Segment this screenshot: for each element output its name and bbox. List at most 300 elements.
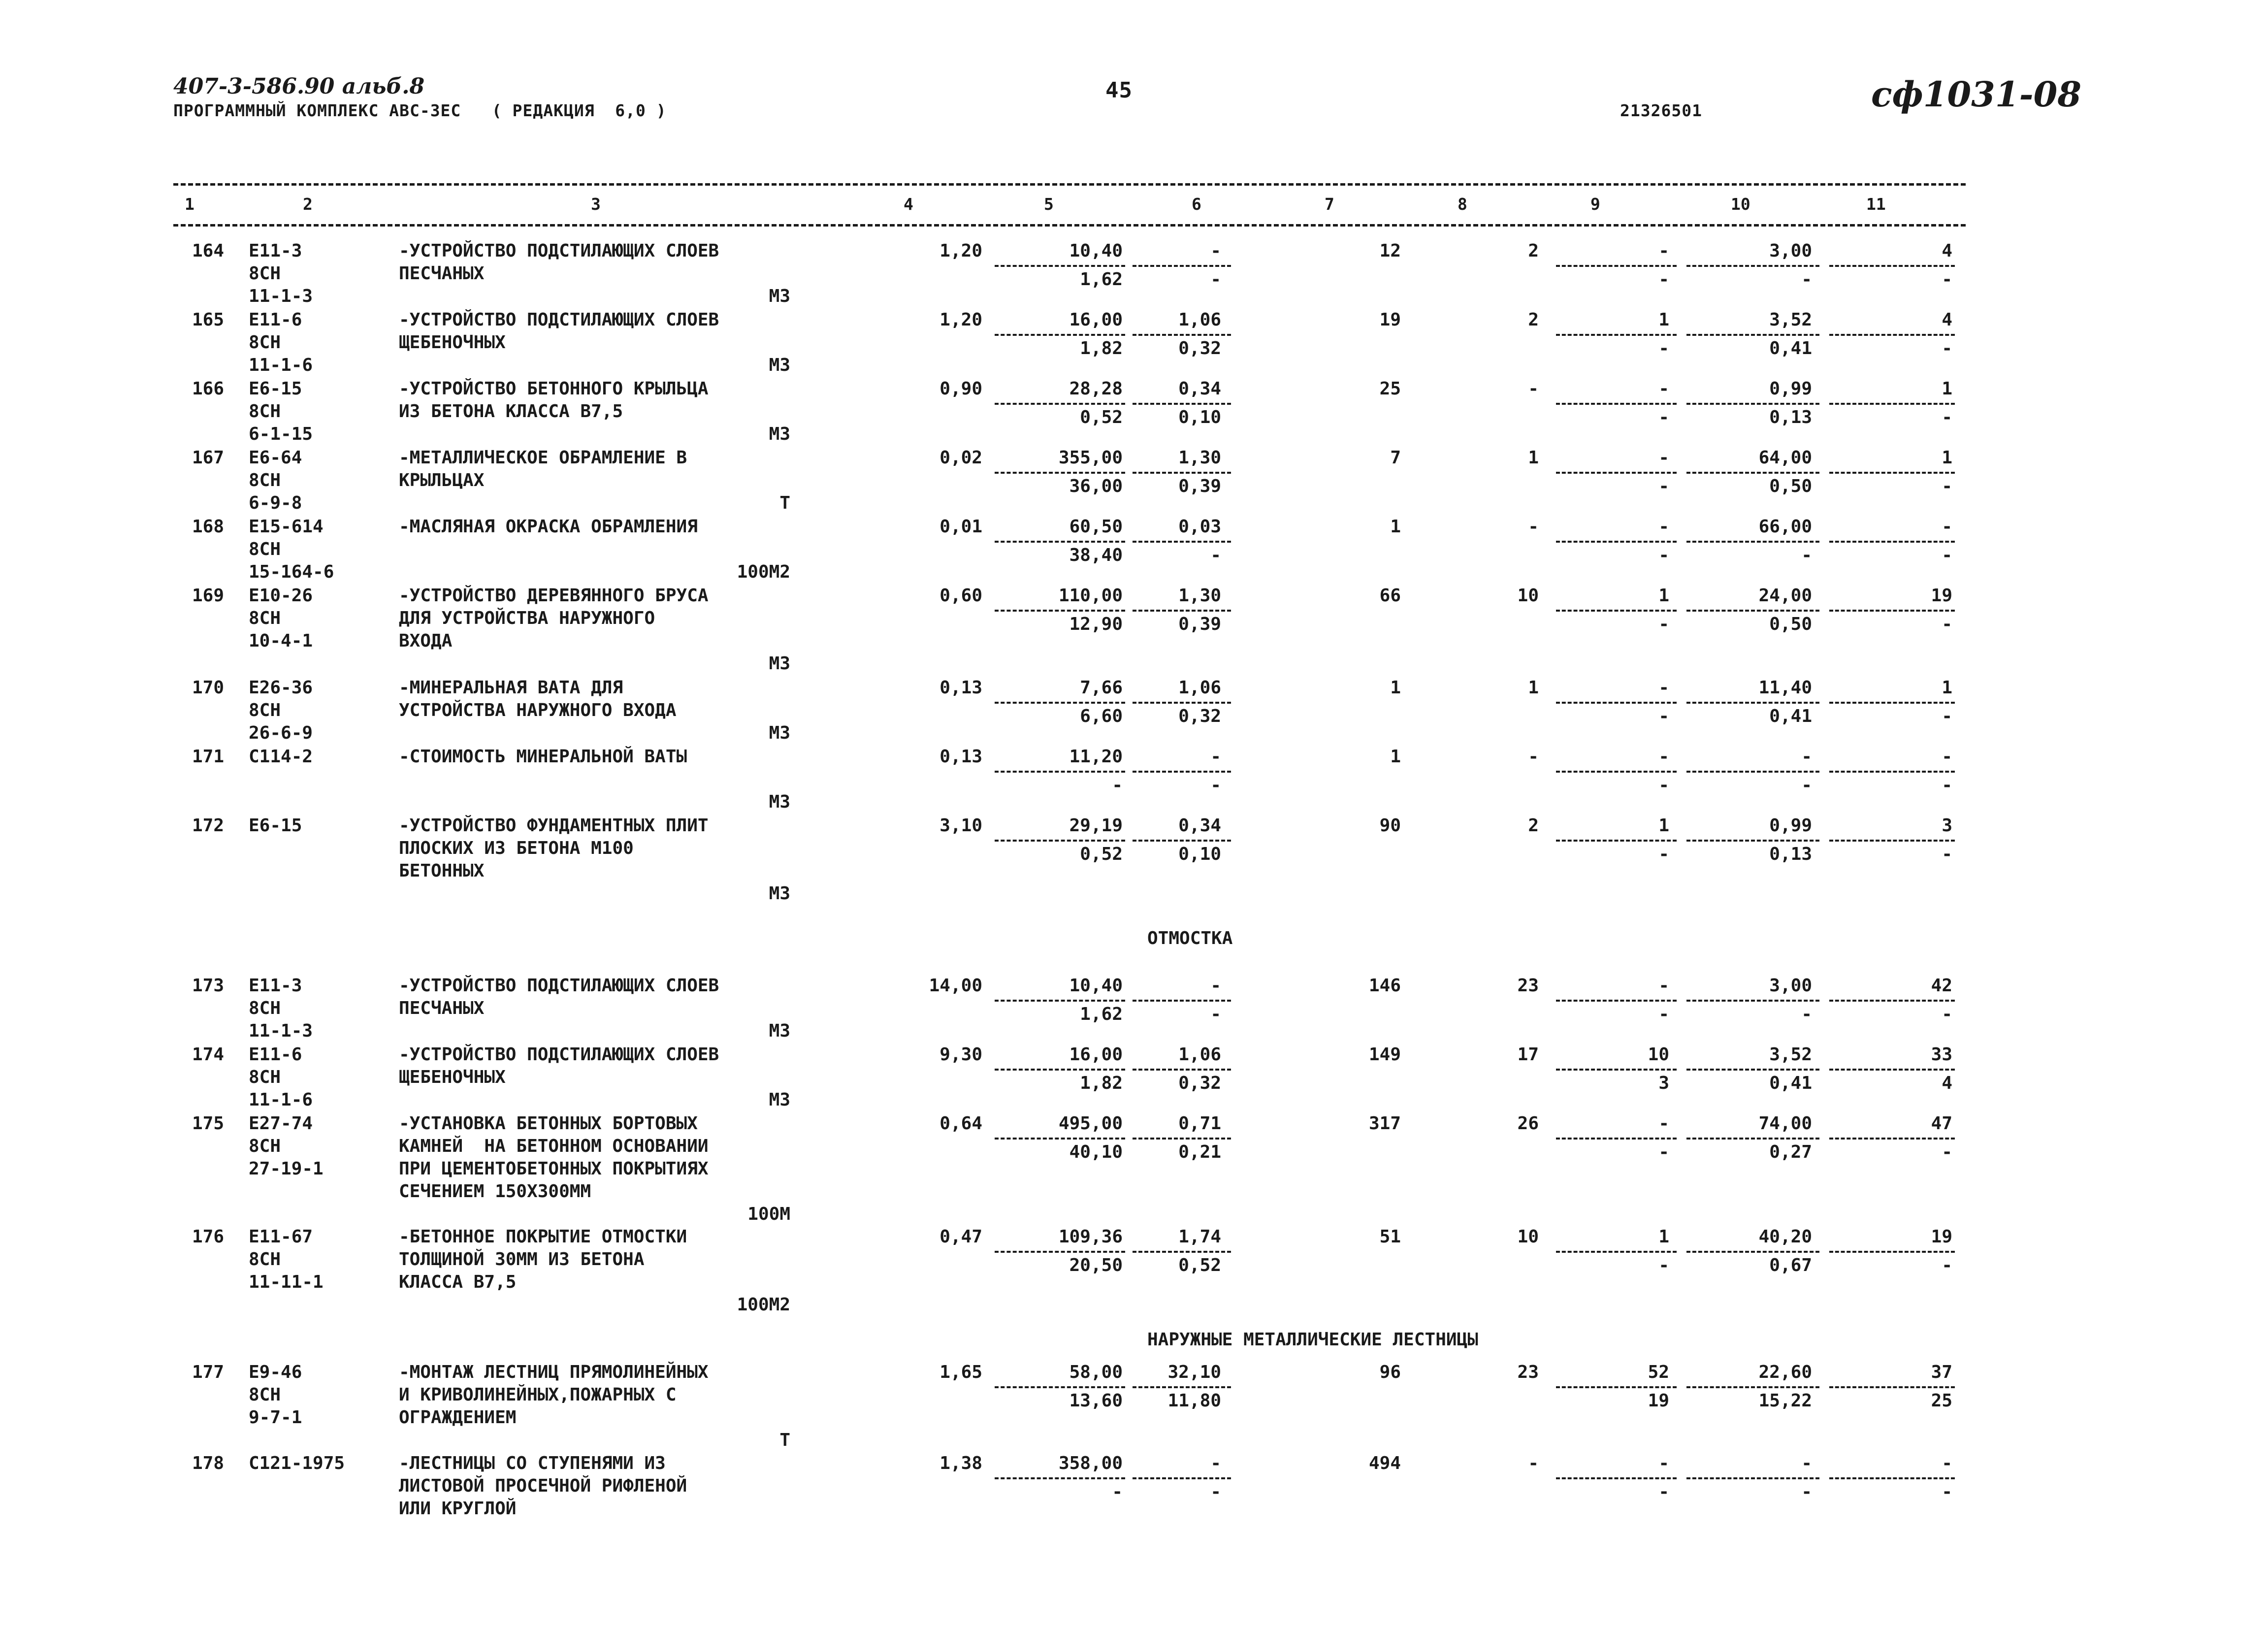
cell-c9-second: - [1658,1482,1669,1502]
row-code: С114-2 [249,747,313,767]
cell-c7: 1 [1390,747,1401,767]
row-code: Е6-64 [249,448,302,468]
cell-divider [995,1069,1125,1071]
cell-divider [1556,1000,1677,1002]
cell-c9-second: - [1658,706,1669,726]
cell-c7: 494 [1368,1453,1401,1473]
cell-c9-second: - [1658,1004,1669,1024]
row-description: ИЗ БЕТОНА КЛАССА В7,5 [399,401,623,422]
cell-unit-cost-wages: 1,62 [1080,1004,1123,1024]
page-number: 45 [1105,78,1133,103]
cell-c8: 23 [1517,1362,1539,1382]
cell-c9-second: - [1658,476,1669,496]
cell-c6: - [1210,976,1221,996]
cell-c9: - [1658,517,1669,537]
cell-divider [995,265,1125,267]
cell-c10-second: - [1801,545,1812,565]
cell-c11-second: - [1942,706,1952,726]
cell-c6-second: 11,80 [1167,1391,1221,1411]
cell-unit-cost: 358,00 [1058,1453,1123,1473]
row-code: 8СН [249,1067,281,1087]
cell-unit-cost: 29,19 [1069,815,1123,836]
row-code: 11-11-1 [249,1272,324,1292]
cell-divider [1556,610,1677,612]
row-description: -МЕТАЛЛИЧЕСКОЕ ОБРАМЛЕНИЕ В [399,448,687,468]
cell-c11-second: - [1942,338,1952,358]
row-description: КРЫЛЬЦАХ [399,470,485,490]
cell-unit-cost-wages: 13,60 [1069,1391,1123,1411]
row-code: Е11-3 [249,241,302,261]
cell-divider [995,1386,1125,1388]
cell-c11-second: 25 [1931,1391,1952,1411]
cell-c10: 0,99 [1769,379,1812,399]
cell-divider [995,1477,1125,1479]
row-code: 8СН [249,1136,281,1156]
row-code: 10-4-1 [249,631,313,651]
cell-quantity: 1,65 [940,1362,982,1382]
cell-divider [1686,1138,1819,1140]
cell-c11-second: - [1942,614,1952,634]
row-number: 178 [192,1453,225,1473]
cell-c8: 10 [1517,586,1539,606]
row-unit: М3 [769,424,790,444]
column-header-9: 9 [1590,195,1600,214]
cell-divider [995,1251,1125,1253]
cell-c6-second: 0,10 [1178,407,1221,427]
row-code: 11-1-6 [249,355,313,375]
cell-divider [1133,840,1231,842]
cell-c9: - [1658,1113,1669,1134]
cell-c10: 22,60 [1758,1362,1812,1382]
column-header-3: 3 [591,195,601,214]
cell-divider [1686,472,1819,474]
cell-divider [1686,840,1819,842]
cell-divider [1133,1000,1231,1002]
cell-unit-cost: 16,00 [1069,1044,1123,1065]
column-header-4: 4 [904,195,913,214]
cell-c9-second: - [1658,1255,1669,1275]
row-number: 175 [192,1113,225,1134]
row-code: Е6-15 [249,379,302,399]
cell-divider [1829,771,1955,773]
cell-divider [995,403,1125,405]
row-number: 171 [192,747,225,767]
cell-c11: 33 [1931,1044,1952,1065]
cell-divider [1133,1386,1231,1388]
cell-c8: - [1528,1453,1539,1473]
row-description: -УСТРОЙСТВО БЕТОННОГО КРЫЛЬЦА [399,379,709,399]
cell-c11-second: - [1942,1142,1952,1162]
row-number: 168 [192,517,225,537]
cell-c6-second: 0,39 [1178,614,1221,634]
row-description: ТОЛЩИНОЙ 30ММ ИЗ БЕТОНА [399,1249,645,1270]
cell-divider [1556,541,1677,543]
cell-c11: 3 [1942,815,1952,836]
row-description: -МАСЛЯНАЯ ОКРАСКА ОБРАМЛЕНИЯ [399,517,698,537]
cell-divider [1556,771,1677,773]
cell-c6: - [1210,747,1221,767]
row-description: ВХОДА [399,631,453,651]
row-number: 166 [192,379,225,399]
cell-unit-cost: 60,50 [1069,517,1123,537]
cell-c10: - [1801,747,1812,767]
row-code: 6-9-8 [249,493,302,513]
cell-unit-cost: 58,00 [1069,1362,1123,1382]
cell-unit-cost-wages: - [1112,775,1123,795]
cell-c10-second: - [1801,775,1812,795]
row-unit: М3 [769,1090,790,1110]
cell-divider [1133,771,1231,773]
cell-c10-second: 0,13 [1769,844,1812,864]
cell-c6: 0,03 [1178,517,1221,537]
row-description: УСТРОЙСТВА НАРУЖНОГО ВХОДА [399,700,677,720]
cell-quantity: 0,01 [940,517,982,537]
row-code: Е11-6 [249,1044,302,1065]
cell-divider [1556,334,1677,336]
cell-c8: 26 [1517,1113,1539,1134]
cell-divider [1556,840,1677,842]
cell-c9-second: - [1658,1142,1669,1162]
cell-c11: - [1942,517,1952,537]
row-unit: М3 [769,355,790,375]
row-description: ОГРАЖДЕНИЕМ [399,1407,517,1428]
cell-unit-cost: 28,28 [1069,379,1123,399]
cell-c10-second: 0,13 [1769,407,1812,427]
cell-c11: 19 [1931,1227,1952,1247]
cell-c9-second: - [1658,844,1669,864]
cell-c11: 1 [1942,678,1952,698]
cell-c7: 66 [1379,586,1401,606]
cell-c10-second: 0,27 [1769,1142,1812,1162]
row-unit: 100М2 [737,562,790,582]
row-unit: М3 [769,883,790,904]
cell-c10-second: - [1801,1004,1812,1024]
cell-c6-second: - [1210,1004,1221,1024]
document-code: 407-3-586.90 альб.8 [173,74,425,99]
cell-divider [1556,702,1677,704]
program-title: ПРОГРАММНЫЙ КОМПЛЕКС АВС-3ЕС ( РЕДАКЦИЯ 6,0 ) [173,101,667,120]
cell-c7: 1 [1390,517,1401,537]
row-code: 8СН [249,998,281,1018]
header-bottom-rule [173,224,1966,227]
cell-c11: 47 [1931,1113,1952,1134]
cell-unit-cost: 110,00 [1058,586,1123,606]
cell-divider [1133,1251,1231,1253]
row-description: ПЛОСКИХ ИЗ БЕТОНА М100 [399,838,634,858]
row-unit: М3 [769,1021,790,1041]
cell-c10: 24,00 [1758,586,1812,606]
cell-quantity: 14,00 [929,976,982,996]
row-code: Е11-67 [249,1227,313,1247]
cell-divider [1686,541,1819,543]
cell-c11-second: - [1942,1255,1952,1275]
cell-quantity: 0,13 [940,747,982,767]
row-code: 8СН [249,332,281,353]
cell-divider [1133,1069,1231,1071]
cell-c10: 3,00 [1769,241,1812,261]
row-code: Е11-6 [249,310,302,330]
cell-divider [1133,1477,1231,1479]
cell-c9: 1 [1658,1227,1669,1247]
cell-c6: 1,06 [1178,678,1221,698]
row-description: -БЕТОННОЕ ПОКРЫТИЕ ОТМОСТКИ [399,1227,687,1247]
row-number: 165 [192,310,225,330]
cell-c6: - [1210,241,1221,261]
cell-divider [1556,403,1677,405]
row-description: -СТОИМОСТЬ МИНЕРАЛЬНОЙ ВАТЫ [399,747,687,767]
row-code: Е27-74 [249,1113,313,1134]
column-header-2: 2 [303,195,313,214]
row-number: 174 [192,1044,225,1065]
cell-c10: 66,00 [1758,517,1812,537]
cell-c10: 3,00 [1769,976,1812,996]
cell-c7: 51 [1379,1227,1401,1247]
row-description: -УСТАНОВКА БЕТОННЫХ БОРТОВЫХ [399,1113,698,1134]
cell-c9: - [1658,379,1669,399]
cell-quantity: 9,30 [940,1044,982,1065]
cell-c9-second: - [1658,338,1669,358]
cell-quantity: 0,47 [940,1227,982,1247]
cell-divider [1829,403,1955,405]
row-unit: Т [779,1430,790,1450]
cell-c6-second: 0,52 [1178,1255,1221,1275]
column-header-10: 10 [1731,195,1750,214]
cell-divider [995,1138,1125,1140]
cell-c10-second: 15,22 [1758,1391,1812,1411]
cell-c10-second: - [1801,269,1812,290]
cell-c6: 1,30 [1178,586,1221,606]
row-description: -МОНТАЖ ЛЕСТНИЦ ПРЯМОЛИНЕЙНЫХ [399,1362,709,1382]
cell-c7: 149 [1368,1044,1401,1065]
cell-c8: - [1528,379,1539,399]
cell-c9-second: - [1658,775,1669,795]
cell-c9: - [1658,448,1669,468]
cell-divider [995,840,1125,842]
cell-unit-cost: 355,00 [1058,448,1123,468]
cell-divider [1133,610,1231,612]
cell-unit-cost-wages: 1,62 [1080,269,1123,290]
row-unit: М3 [769,792,790,812]
cell-divider [1133,265,1231,267]
cell-c11: - [1942,747,1952,767]
row-unit: 100М2 [737,1295,790,1315]
cell-c10-second: 0,50 [1769,476,1812,496]
cell-unit-cost-wages: 6,60 [1080,706,1123,726]
row-code: 8СН [249,1385,281,1405]
cell-c10: 0,99 [1769,815,1812,836]
cell-c6-second: - [1210,269,1221,290]
cell-c11-second: - [1942,844,1952,864]
row-code: 8СН [249,401,281,422]
cell-divider [1556,265,1677,267]
cell-divider [995,1000,1125,1002]
cell-divider [1829,702,1955,704]
cell-quantity: 1,20 [940,241,982,261]
cell-quantity: 0,13 [940,678,982,698]
row-number: 164 [192,241,225,261]
cell-divider [1686,1477,1819,1479]
row-description: -УСТРОЙСТВО ПОДСТИЛАЮЩИХ СЛОЕВ [399,1044,719,1065]
cell-c10: 3,52 [1769,310,1812,330]
cell-c11: 1 [1942,379,1952,399]
row-description: ЩЕБЕНОЧНЫХ [399,332,506,353]
row-description: ЛИСТОВОЙ ПРОСЕЧНОЙ РИФЛЕНОЙ [399,1476,687,1496]
row-description: -ЛЕСТНИЦЫ СО СТУПЕНЯМИ ИЗ [399,1453,666,1473]
cell-c11: 37 [1931,1362,1952,1382]
cell-unit-cost: 11,20 [1069,747,1123,767]
row-number: 167 [192,448,225,468]
row-description: ЩЕБЕНОЧНЫХ [399,1067,506,1087]
cell-divider [1133,472,1231,474]
row-code: 8СН [249,700,281,720]
cell-c8: - [1528,747,1539,767]
cell-c11-second: - [1942,545,1952,565]
cell-c7: 146 [1368,976,1401,996]
cell-divider [1133,334,1231,336]
cell-c10-second: 0,41 [1769,706,1812,726]
cell-c9-second: - [1658,407,1669,427]
cell-c9: - [1658,241,1669,261]
row-unit: 100М [747,1204,790,1224]
cell-divider [1829,1138,1955,1140]
cell-divider [1686,334,1819,336]
row-description: -УСТРОЙСТВО ДЕРЕВЯННОГО БРУСА [399,586,709,606]
cell-unit-cost: 7,66 [1080,678,1123,698]
cell-quantity: 1,20 [940,310,982,330]
row-number: 177 [192,1362,225,1382]
row-number: 176 [192,1227,225,1247]
row-description: -УСТРОЙСТВО ПОДСТИЛАЮЩИХ СЛОЕВ [399,976,719,996]
cell-c6: 1,30 [1178,448,1221,468]
cell-divider [1686,403,1819,405]
row-unit: Т [779,493,790,513]
cell-divider [1556,1138,1677,1140]
cell-unit-cost-wages: 20,50 [1069,1255,1123,1275]
cell-divider [1686,265,1819,267]
cell-c6: 1,06 [1178,1044,1221,1065]
cell-c8: 10 [1517,1227,1539,1247]
cell-divider [1686,1251,1819,1253]
row-unit: М3 [769,653,790,674]
row-description: -УСТРОЙСТВО ПОДСТИЛАЮЩИХ СЛОЕВ [399,310,719,330]
cell-divider [1829,1069,1955,1071]
cell-c7: 317 [1368,1113,1401,1134]
row-unit: М3 [769,286,790,306]
column-header-8: 8 [1458,195,1467,214]
row-number: 173 [192,976,225,996]
cell-unit-cost: 495,00 [1058,1113,1123,1134]
cell-c9-second: - [1658,545,1669,565]
cell-c10-second: - [1801,1482,1812,1502]
cell-c9-second: 19 [1648,1391,1669,1411]
cell-c9-second: 3 [1658,1073,1669,1093]
row-description: СЕЧЕНИЕМ 150Х300ММ [399,1181,591,1202]
row-code: 8СН [249,470,281,490]
cell-divider [1829,334,1955,336]
cell-divider [1556,472,1677,474]
cell-unit-cost-wages: 38,40 [1069,545,1123,565]
cell-divider [1829,1477,1955,1479]
cell-c10: 3,52 [1769,1044,1812,1065]
row-code: 26-6-9 [249,723,313,743]
cell-c11: 42 [1931,976,1952,996]
cell-divider [1556,1386,1677,1388]
cell-c9-second: - [1658,614,1669,634]
cell-divider [1133,1138,1231,1140]
cell-divider [1686,1069,1819,1071]
cell-quantity: 0,90 [940,379,982,399]
row-description: КАМНЕЙ НА БЕТОННОМ ОСНОВАНИИ [399,1136,709,1156]
cell-c9: 10 [1648,1044,1669,1065]
row-code: 11-1-3 [249,1021,313,1041]
cell-c10: 64,00 [1758,448,1812,468]
cell-c6-second: 0,39 [1178,476,1221,496]
cell-c9: - [1658,678,1669,698]
cell-c6: - [1210,1453,1221,1473]
row-code: Е9-46 [249,1362,302,1382]
cell-c10-second: 0,50 [1769,614,1812,634]
column-header-6: 6 [1192,195,1201,214]
cell-divider [1829,840,1955,842]
cell-unit-cost: 10,40 [1069,241,1123,261]
cell-unit-cost: 10,40 [1069,976,1123,996]
cell-c9: 1 [1658,310,1669,330]
row-unit: М3 [769,723,790,743]
cell-c10: - [1801,1453,1812,1473]
cell-c8: - [1528,517,1539,537]
cell-c7: 12 [1379,241,1401,261]
cell-c6: 1,06 [1178,310,1221,330]
cell-c10: 74,00 [1758,1113,1812,1134]
cell-c6-second: 0,21 [1178,1142,1221,1162]
cell-divider [995,541,1125,543]
cell-c11: 19 [1931,586,1952,606]
cell-divider [1133,541,1231,543]
cell-c11: 1 [1942,448,1952,468]
row-code: 8СН [249,539,281,559]
cell-c6: 0,71 [1178,1113,1221,1134]
row-number: 172 [192,815,225,836]
cell-c9-second: - [1658,269,1669,290]
cell-divider [1829,541,1955,543]
row-description: ПЕСЧАНЫХ [399,263,485,284]
cell-c6-second: 0,32 [1178,338,1221,358]
cell-unit-cost-wages: 36,00 [1069,476,1123,496]
cell-unit-cost-wages: - [1112,1482,1123,1502]
cell-c6: 0,34 [1178,379,1221,399]
cell-c11-second: - [1942,1482,1952,1502]
column-header-11: 11 [1866,195,1886,214]
row-code: 9-7-1 [249,1407,302,1428]
row-description: -МИНЕРАЛЬНАЯ ВАТА ДЛЯ [399,678,623,698]
row-code: 27-19-1 [249,1159,324,1179]
row-description: КЛАССА В7,5 [399,1272,517,1292]
cell-c8: 1 [1528,448,1539,468]
cell-divider [1556,1251,1677,1253]
cell-c6-second: 0,32 [1178,706,1221,726]
row-description: И КРИВОЛИНЕЙНЫХ,ПОЖАРНЫХ С [399,1385,677,1405]
cell-divider [1686,610,1819,612]
cell-c7: 25 [1379,379,1401,399]
row-code: 11-1-3 [249,286,313,306]
cell-divider [1829,1000,1955,1002]
cell-c8: 23 [1517,976,1539,996]
row-code: Е15-614 [249,517,324,537]
cell-c7: 90 [1379,815,1401,836]
cell-divider [995,702,1125,704]
row-code: 15-164-6 [249,562,334,582]
cell-divider [995,472,1125,474]
